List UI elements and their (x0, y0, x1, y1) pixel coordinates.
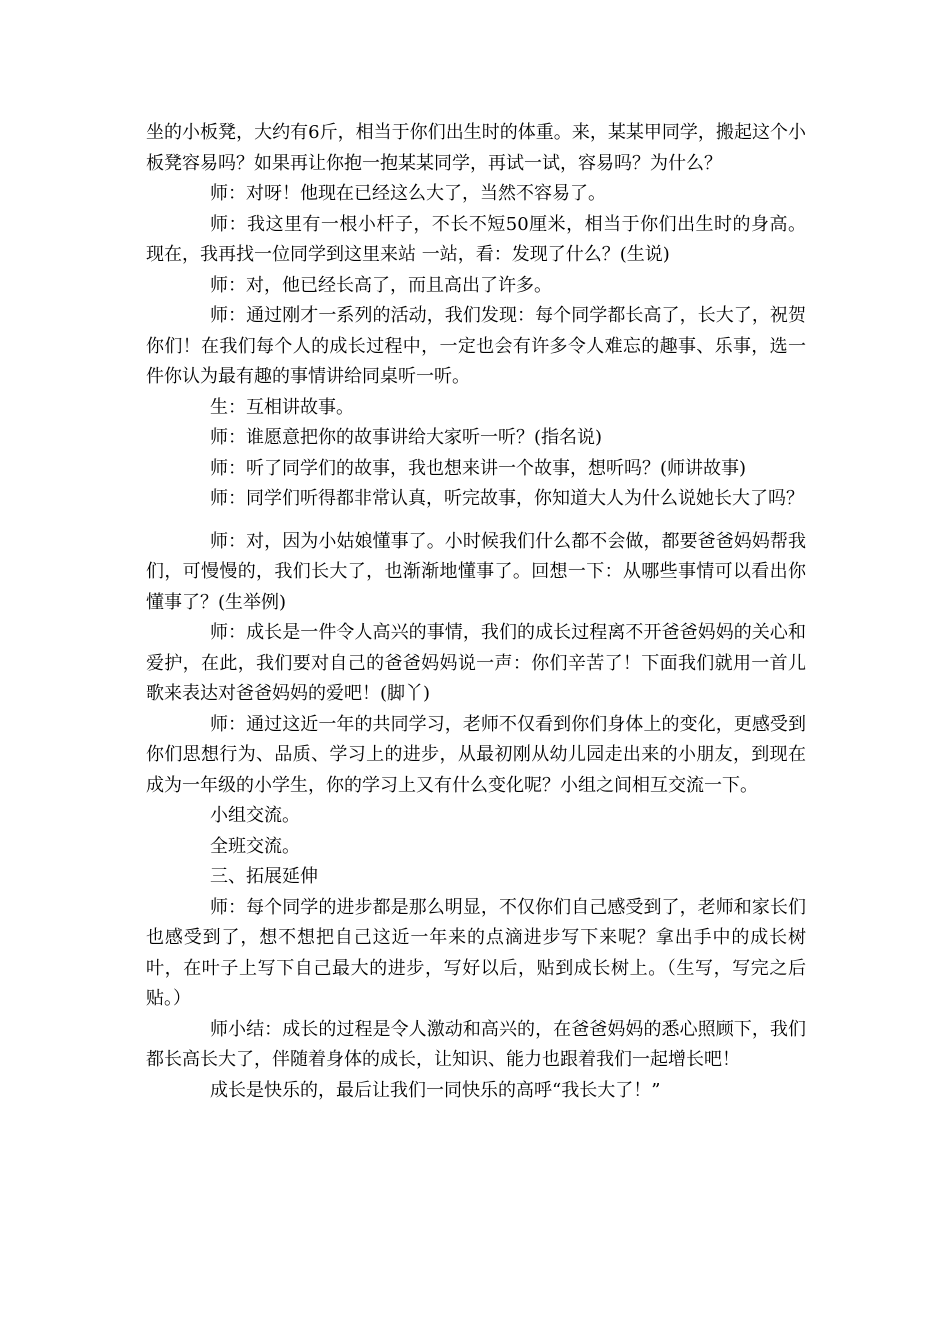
paragraph: 师：对，他已经长高了，而且高出了许多。 (210, 274, 552, 296)
paragraph: 坐的小板凳，大约有6斤，相当于你们出生时的体重。来，某某甲同学，搬起这个小板凳容易吗？如果再让你抱一抱某某同学，再试一试，容易吗？为什么？ (146, 122, 806, 174)
paragraph: 师：对，因为小姑娘懂事了。小时候我们什么都不会做，都要爸爸妈妈帮我们，可慢慢的，我们长大了，也渐渐地懂事了。回想一下：从哪些事情可以看出你懂事了？(生举例) (146, 530, 806, 613)
paragraph: 师小结：成长的过程是令人激动和高兴的，在爸爸妈妈的悉心照顾下，我们都长高长大了，伴随着身体的成长，让知识、能力也跟着我们一起增长吧！ (146, 1018, 806, 1070)
paragraph: 小组交流。 (210, 805, 300, 826)
paragraph: 师：成长是一件令人高兴的事情，我们的成长过程离不开爸爸妈妈的关心和爱护，在此，我们要对自己的爸爸妈妈说一声：你们辛苦了！下面我们就用一首儿歌来表达对爸爸妈妈的爱吧！(脚丫) (146, 622, 806, 704)
paragraph: 师：对呀！他现在已经这么大了，当然不容易了。 (210, 183, 606, 204)
paragraph: 师：通过刚才一系列的活动，我们发现：每个同学都长高了，长大了，祝贺你们！在我们每个人的成长过程中，一定也会有许多令人难忘的趣事、乐事，选一件你认为最有趣的事情讲给同桌听一听。 (146, 305, 806, 387)
paragraph: 师：每个同学的进步都是那么明显，不仅你们自己感受到了，老师和家长们也感受到了，想不想把自己这近一年来的点滴进步写下来呢？拿出手中的成长树叶，在叶子上写下自己最大的进步，写好以后，贴到成长树上。（生写，写完之后贴。） (146, 896, 806, 1009)
paragraph: 师：通过这近一年的共同学习，老师不仅看到你们身体上的变化，更感受到你们思想行为、品质、学习上的进步，从最初刚从幼儿园走出来的小朋友，到现在成为一年级的小学生，你的学习上又有什么变化呢？小组之间相互交流一下。 (146, 713, 806, 796)
paragraph: 全班交流。 (210, 835, 300, 857)
document-body (146, 118, 806, 1106)
paragraph: 师：听了同学们的故事，我也想来讲一个故事，想听吗？(师讲故事) (210, 457, 747, 479)
paragraph: 生：互相讲故事。 (210, 396, 354, 418)
paragraph: 成长是快乐的，最后让我们一同快乐的高呼“我长大了！” (210, 1079, 661, 1101)
paragraph: 师：谁愿意把你的故事讲给大家听一听？(指名说) (210, 427, 603, 448)
paragraph: 师：同学们听得都非常认真，听完故事，你知道大人为什么说她长大了吗？ (210, 488, 804, 509)
section-heading: 三、拓展延伸 (210, 866, 318, 887)
paragraph: 师：我这里有一根小杆子，不长不短50厘米，相当于你们出生时的身高。现在，我再找一位同学到这里来站 一站，看：发现了什么？(生说) (146, 213, 806, 265)
